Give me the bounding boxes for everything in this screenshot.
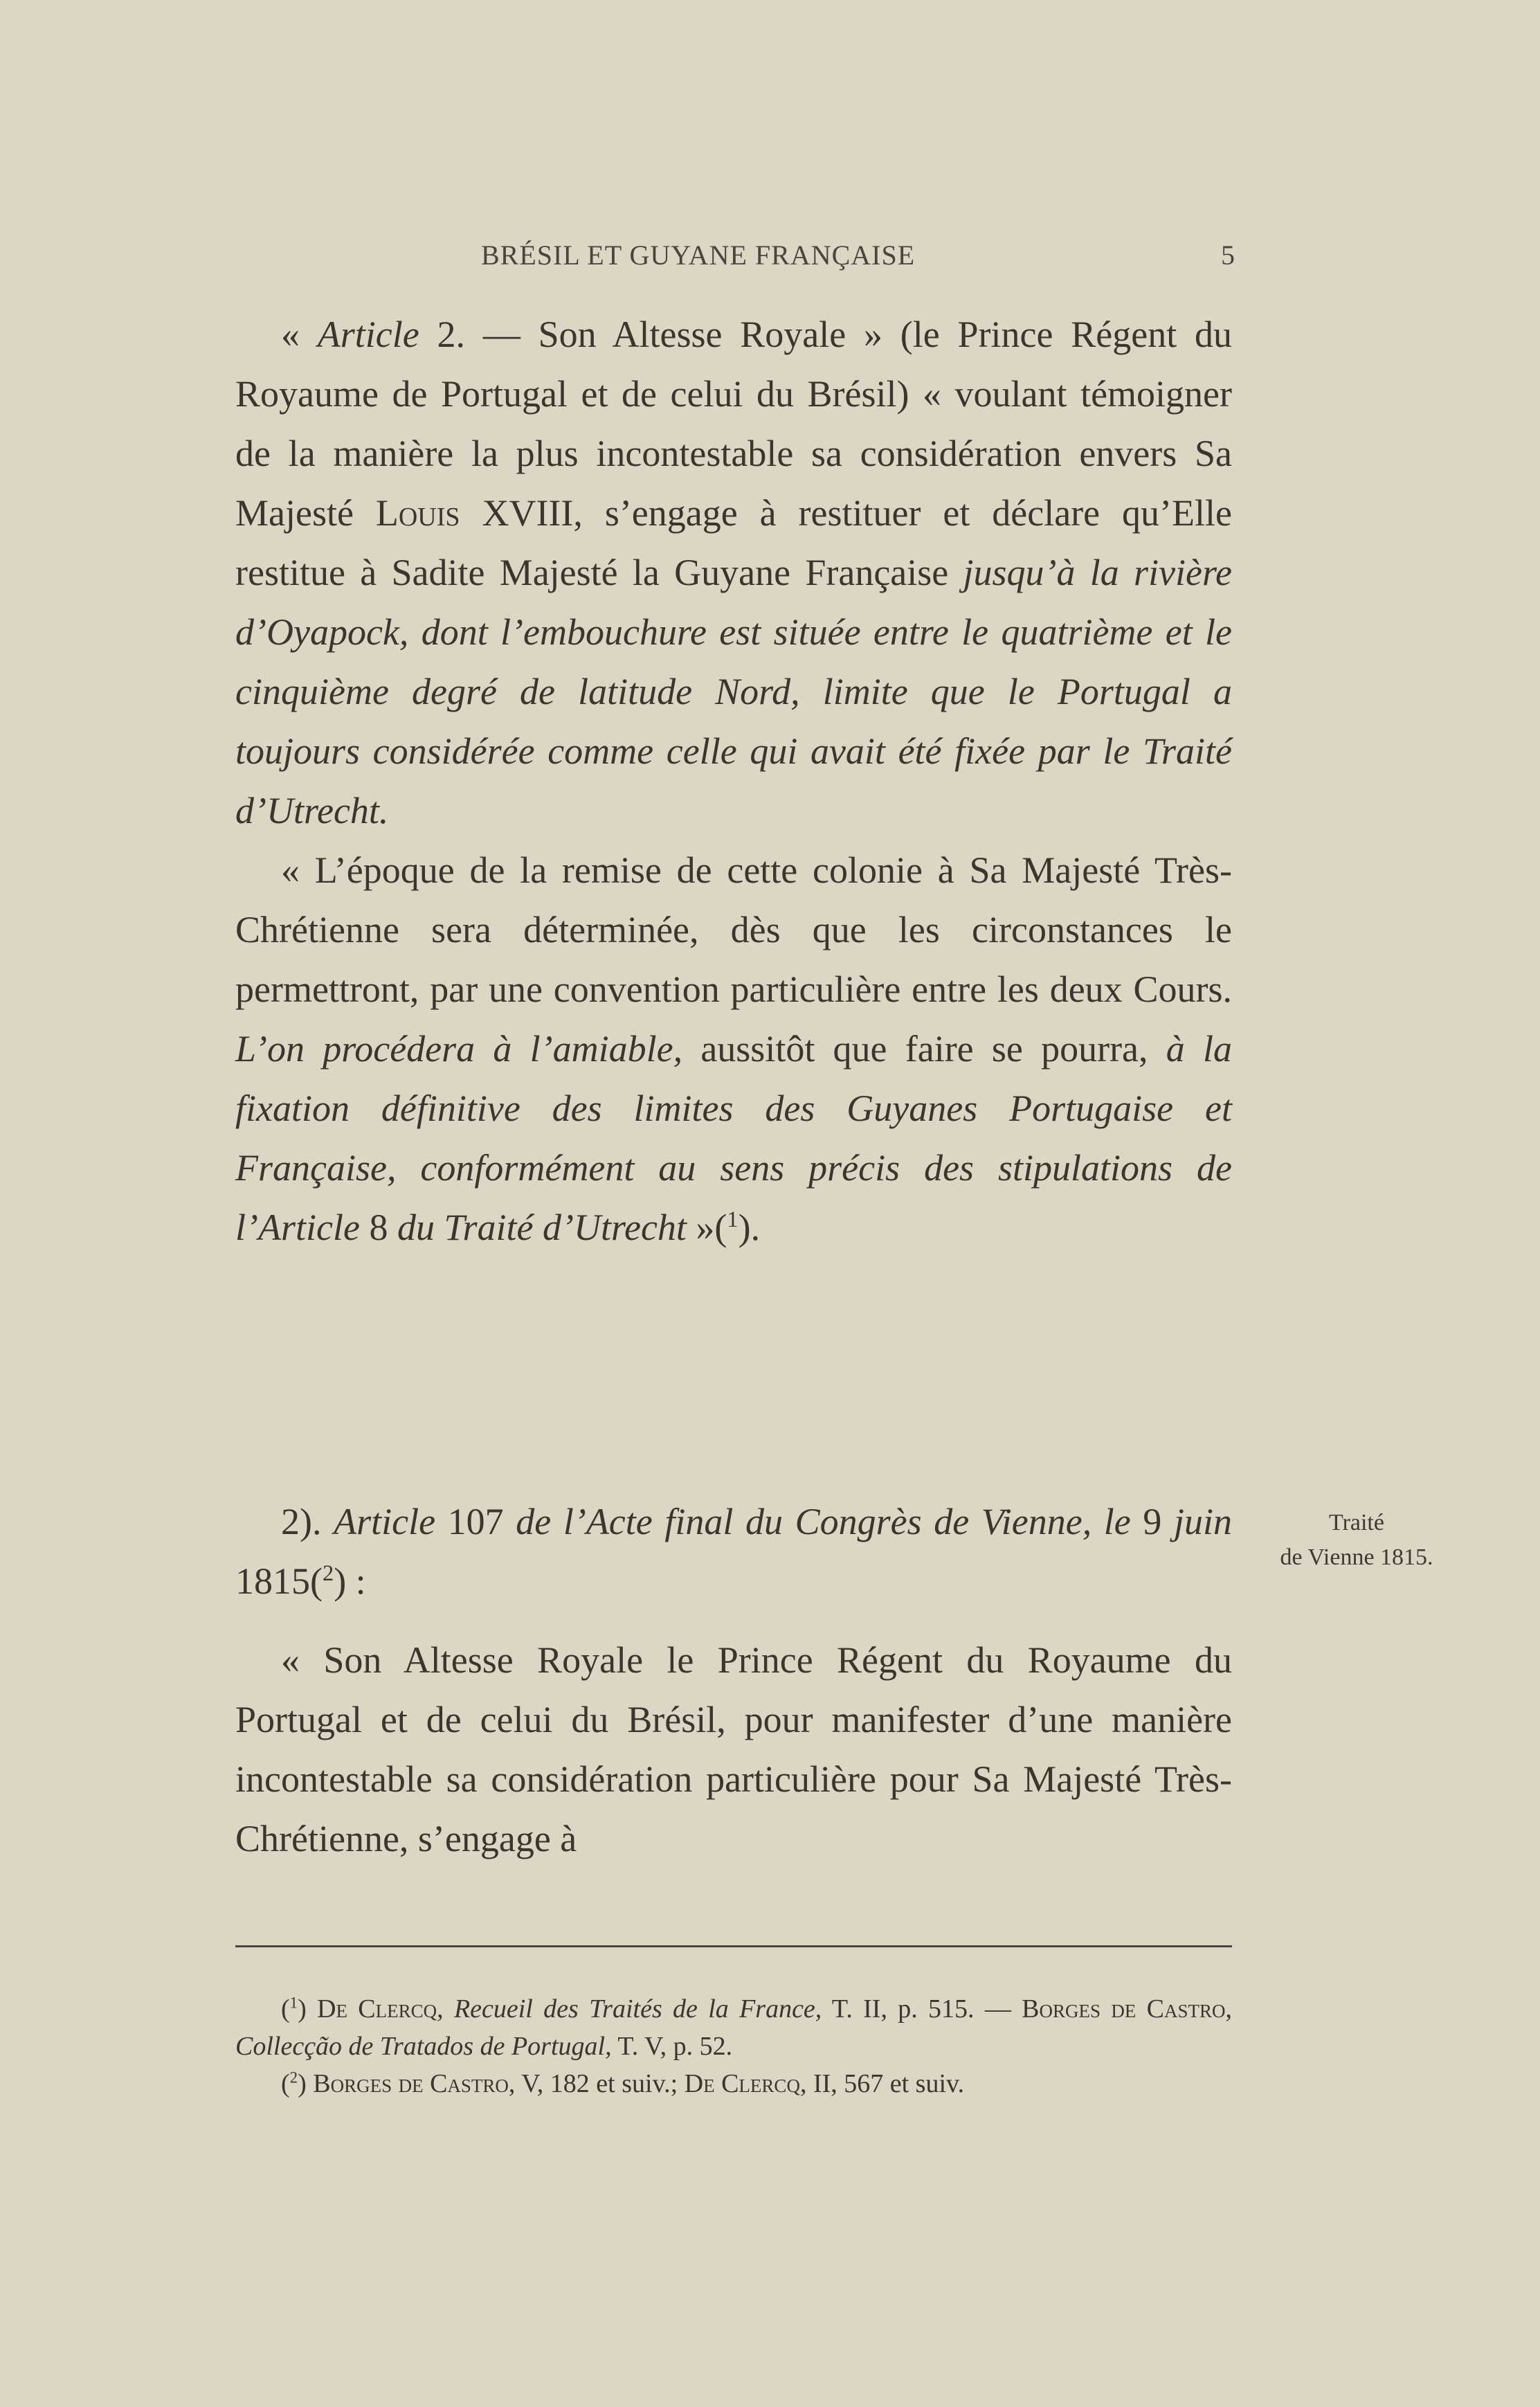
footnote-ref: T. II, p. 515. — <box>822 1994 1022 2023</box>
paragraph-end: ) : <box>334 1560 366 1602</box>
paragraph-remise <box>235 840 1232 1257</box>
footnote-2: ($^2$) Borges de Castro, V, 182 et suiv.; De Clercq, II, 567 et suiv. <box>281 2068 965 2098</box>
section-number: 2). <box>281 1501 334 1542</box>
footnote-author: Borges de Castro, <box>1022 1994 1232 2023</box>
italic-passage: jusqu’à la rivière d’Oyapock, dont l’embouchure est située entre le quatrième et le cinquième degré de latitude Nord, limite que le Portugal a toujours considérée comme celle qui avait été fixée par le Traité d’Utrecht. <box>235 552 1232 831</box>
date-day: 9 <box>1130 1501 1174 1542</box>
article-label: Article <box>317 314 419 355</box>
footnote-author: De Clercq, <box>317 1994 444 2023</box>
italic-passage: du Traité d’Utrecht <box>397 1207 687 1248</box>
footnote-title: Collecção de Tratados de Portugal, <box>235 2032 612 2061</box>
main-text-block-3 <box>235 1630 1232 1868</box>
main-text-block-2 <box>235 1492 1232 1611</box>
paragraph-text: aussitôt que faire se pourra, <box>682 1028 1166 1070</box>
quote-close: »( <box>686 1207 727 1248</box>
article-number: 8 <box>359 1207 397 1248</box>
page-number: 5 <box>1221 240 1235 271</box>
date-month: juin <box>1174 1501 1233 1542</box>
article-number: 107 <box>435 1501 516 1542</box>
footnote-ref: T. V, p. 52. <box>611 2032 733 2061</box>
footnotes <box>235 1990 1232 2102</box>
footnote-author: De Clercq, <box>684 2069 807 2098</box>
paragraph-article-107 <box>235 1492 1232 1611</box>
paragraph-article-2 <box>235 305 1232 840</box>
article-number: 2. <box>419 314 466 355</box>
italic-passage: de l’Acte final du Congrès de Vienne, le <box>516 1501 1131 1542</box>
date-year: 1815( <box>235 1560 323 1602</box>
paragraph-text: « L’époque de la remise de cette colonie à Sa Majesté Très-Chrétienne sera déterminée, dès que les circonstances le permettront, par une convention particulière entre les deux Cours. <box>235 849 1232 1010</box>
italic-passage: L’on procédera à l’amiable, <box>235 1028 683 1070</box>
name-louis: Louis <box>375 492 460 534</box>
italic-passage: à la fixation définitive des limites des Guyanes Portugaise et Française, conformément au sens précis des stipulations de l’Article <box>235 1028 1232 1248</box>
footnote-1: ($^1$) De Clercq, Recueil des Traités de la France, T. II, p. 515. — Borges de Castro, Collecção de Tratados de Portugal, T. V, p. 52. <box>235 1994 1232 2061</box>
footnote-ref: V, 182 et suiv.; <box>515 2069 685 2098</box>
margin-note <box>1249 1506 1464 1575</box>
paragraph-text: XVIII, s’engage à restituer et déclare qu’Elle restitue à Sadite Majesté la Guyane Française <box>235 492 1232 593</box>
footnote-mark-1: 1 <box>289 1994 298 2012</box>
running-title: BRÉSIL ET GUYANE FRANÇAISE <box>481 240 916 271</box>
footnote-title: Recueil des Traités de la France, <box>453 1994 822 2023</box>
footnote-rule <box>235 1945 1232 1947</box>
margin-note-line-2: de Vienne 1815. <box>1280 1544 1433 1570</box>
main-text-block-1 <box>235 305 1232 1257</box>
footnote-mark-2: 2 <box>289 2068 298 2086</box>
paragraph-altesse: « Son Altesse Royale le Prince Régent du Royaume du Portugal et de celui du Brésil, pour manifester d’une manière incontestable sa considération particulière pour Sa Majesté Très-Chrétienne, s’engage à <box>235 1639 1232 1859</box>
footnote-author: Borges de Castro, <box>313 2069 516 2098</box>
footnote-ref: II, 567 et suiv. <box>806 2069 965 2098</box>
footnote-ref-2[interactable]: 2 <box>322 1561 334 1586</box>
paragraph-text: — Son Altesse Royale » (le Prince Régent du Royaume de Portugal et de celui du Brésil) « voulant témoigner de la manière la plus incontestable sa considération envers Sa Majesté <box>235 314 1233 534</box>
margin-note-line-1: Traité <box>1329 1510 1384 1535</box>
footnote-ref-1[interactable]: 1 <box>727 1207 739 1232</box>
article-label: Article <box>334 1501 436 1542</box>
paragraph-end: ). <box>738 1207 761 1248</box>
quote-open: « <box>281 314 318 355</box>
